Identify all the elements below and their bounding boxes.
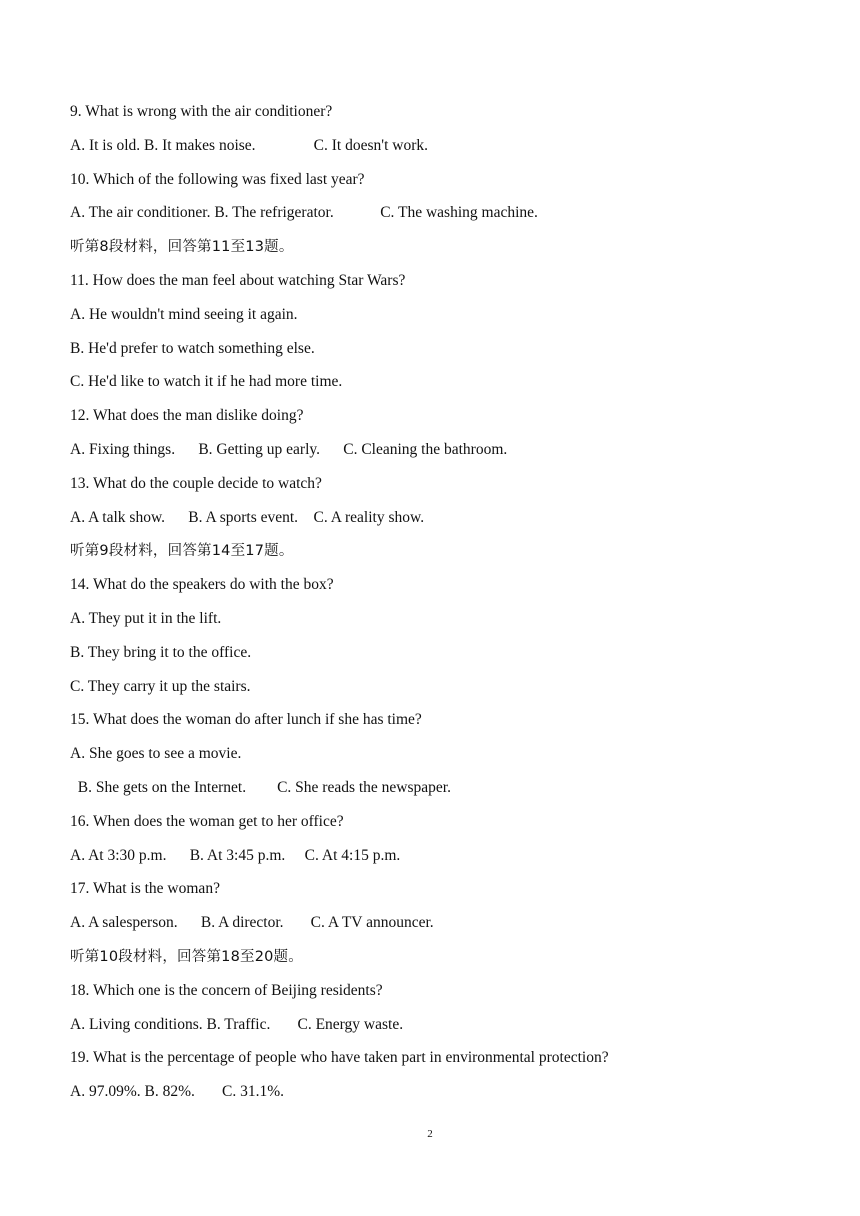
option-line: A. At 3:30 p.m. B. At 3:45 p.m. C. At 4:15 p.m. [70,846,401,864]
question-line: 12. What does the man dislike doing? [70,407,304,425]
option-line: A. They put it in the lift. [70,609,222,627]
option-line: A. It is old. B. It makes noise. C. It doesn't work. [70,136,428,154]
question-line: 18. Which one is the concern of Beijing residents? [70,981,383,999]
option-line: A. A salesperson. B. A director. C. A TV announcer. [70,914,434,932]
option-line: A. Fixing things. B. Getting up early. C. Cleaning the bathroom. [70,440,508,458]
question-line: 14. What do the speakers do with the box? [70,576,334,594]
question-line: 13. What do the couple decide to watch? [70,474,322,492]
option-line: B. She gets on the Internet. C. She reads the newspaper. [70,778,451,796]
option-line: C. They carry it up the stairs. [70,677,251,695]
section-instruction: 听第10段材料，回答第18至20题。 [70,948,303,965]
question-line: 15. What does the woman do after lunch if she has time? [70,711,422,729]
text-lines [70,100,810,1114]
option-line: B. They bring it to the office. [70,643,252,661]
option-line: A. He wouldn't mind seeing it again. [70,305,298,323]
option-line: A. A talk show. B. A sports event. C. A reality show. [70,508,425,526]
option-line: A. She goes to see a movie. [70,745,242,763]
option-line: A. 97.09%. B. 82%. C. 31.1%. [70,1083,284,1101]
page-number: 2 [427,1128,433,1140]
question-line: 17. What is the woman? [70,880,220,898]
section-instruction: 听第9段材料，回答第14至17题。 [70,543,294,560]
question-line: 11. How does the man feel about watching Star Wars? [70,271,406,289]
question-line: 9. What is wrong with the air conditioner? [70,103,333,120]
section-instruction: 听第8段材料，回答第11至13题。 [70,239,294,256]
question-line: 16. When does the woman get to her office? [70,812,344,830]
option-line: A. Living conditions. B. Traffic. C. Energy waste. [70,1015,404,1033]
option-line: B. He'd prefer to watch something else. [70,339,315,357]
option-line: C. He'd like to watch it if he had more time. [70,373,343,391]
question-line: 19. What is the percentage of people who have taken part in environmental protection? [70,1049,609,1067]
option-line: A. The air conditioner. B. The refrigerator. C. The washing machine. [70,204,538,222]
question-line: 10. Which of the following was fixed last year? [70,170,365,188]
